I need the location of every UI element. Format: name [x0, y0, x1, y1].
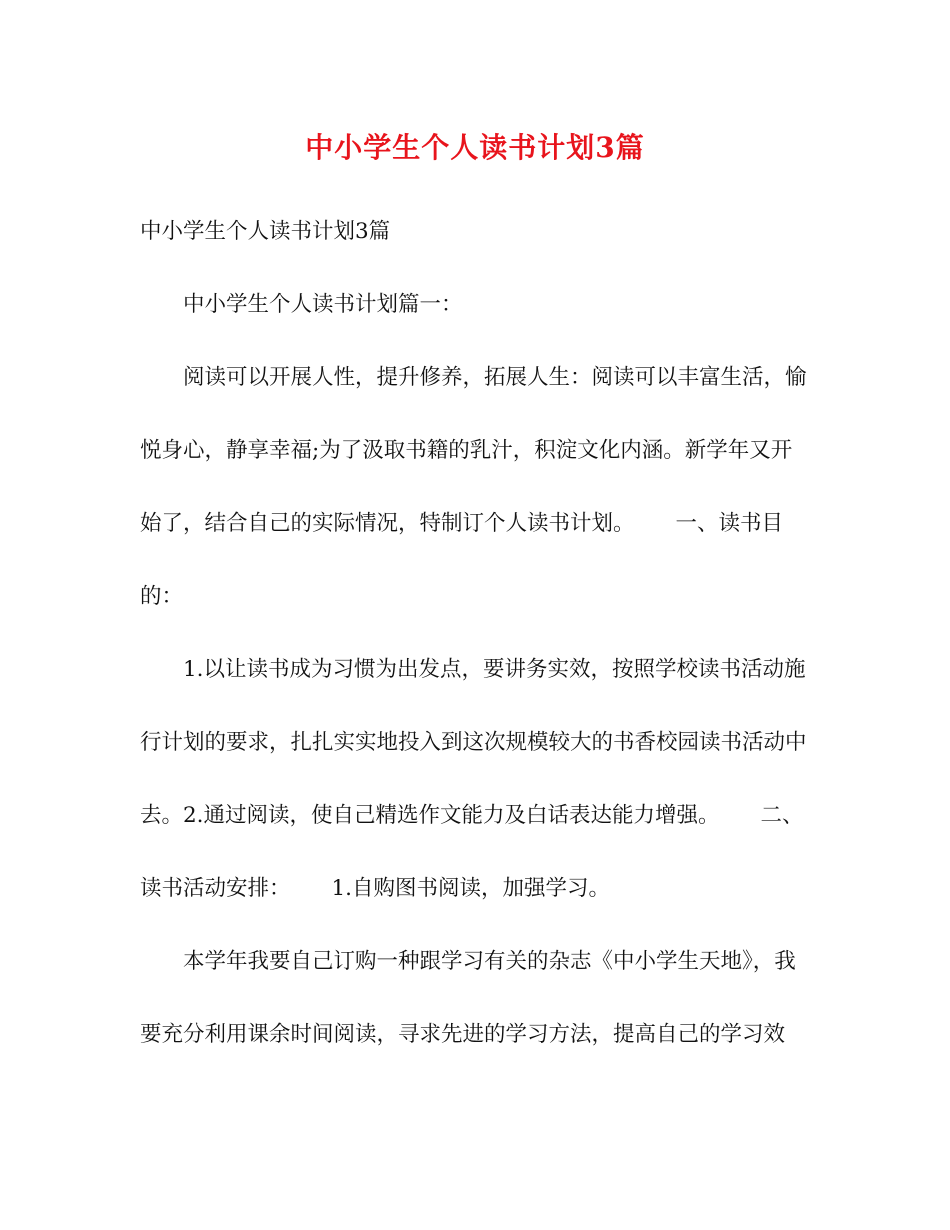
paragraph-line: 读书活动安排： 1.自购图书阅读，加强学习。 — [140, 876, 611, 901]
paragraph-line: 去。2.通过阅读，使自己精选作文能力及白话表达能力增强。 二、 — [140, 803, 804, 828]
paragraph-line: 1.以让读书成为习惯为出发点，要讲务实效，按照学校读书活动施 — [183, 657, 806, 682]
section-heading: 中小学生个人读书计划篇一： — [183, 292, 463, 317]
paragraph-line: 悦身心，静享幸福;为了汲取书籍的乳汁，积淀文化内涵。新学年又开 — [140, 438, 793, 463]
paragraph-line: 阅读可以开展人性，提升修养，拓展人生：阅读可以丰富生活，愉 — [183, 365, 807, 390]
paragraph-line: 要充分利用课余时间阅读，寻求先进的学习方法，提高自己的学习效 — [140, 1022, 786, 1047]
paragraph-line: 的： — [140, 584, 184, 609]
document-subtitle: 中小学生个人读书计划3篇 — [140, 219, 391, 244]
paragraph-line: 行计划的要求，扎扎实实地投入到这次规模较大的书香校园读书活动中 — [140, 730, 807, 755]
paragraph-line: 始了，结合自己的实际情况，特制订个人读书计划。 一、读书目 — [140, 511, 784, 536]
document-title: 中小学生个人读书计划3篇 — [305, 131, 645, 164]
paragraph-line: 本学年我要自己订购一种跟学习有关的杂志《中小学生天地》，我 — [183, 949, 796, 974]
